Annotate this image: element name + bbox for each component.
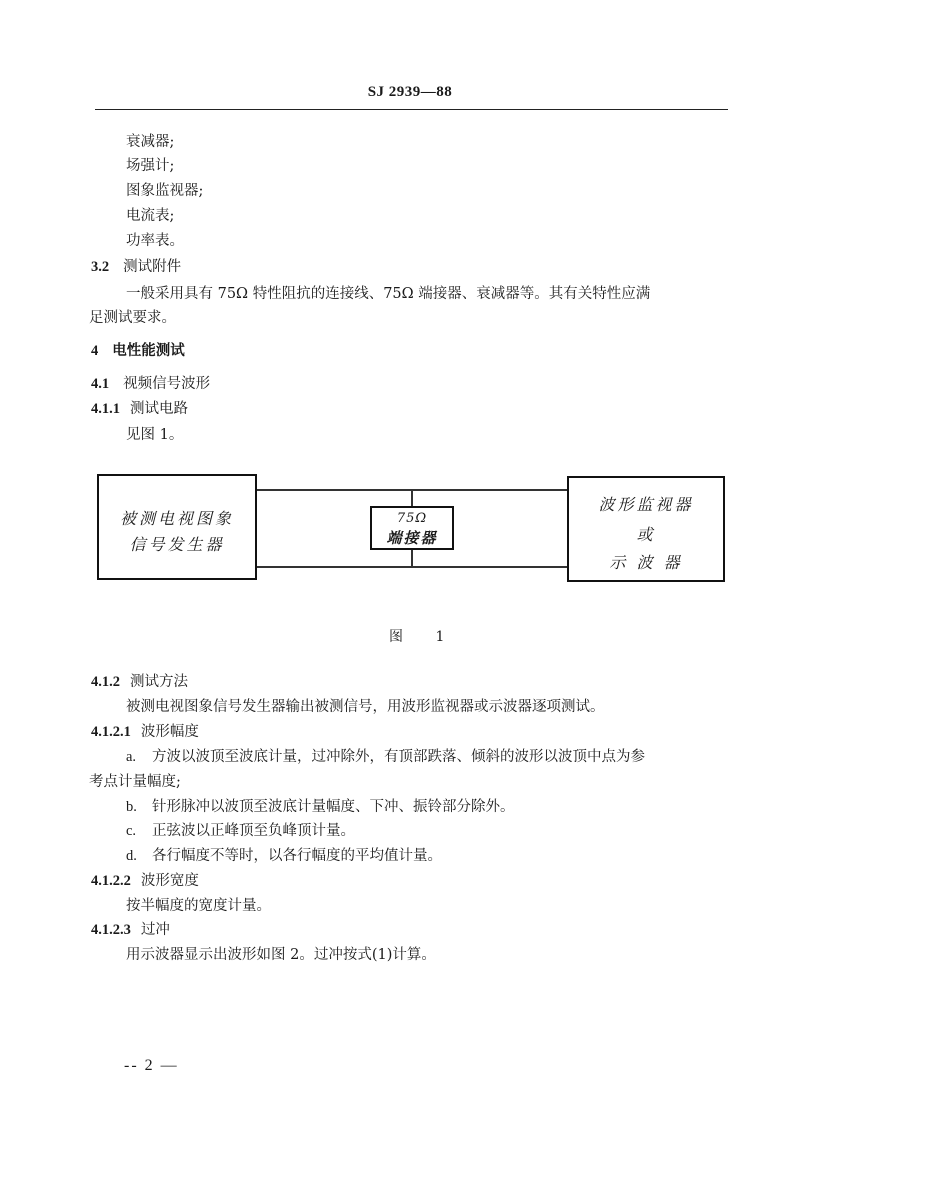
- paragraph-line: 一般采用具有 75Ω 特性阻抗的连接线、75Ω 端接器、衰减器等。其有关特性应满: [126, 286, 651, 302]
- waveform-monitor-box: [567, 476, 725, 582]
- box-label: 75Ω: [396, 511, 428, 526]
- list-item: 衰减器;: [126, 134, 175, 150]
- paragraph-line: 用示波器显示出波形如图 2。过冲按式(1)计算。: [126, 947, 436, 963]
- list-label: a.: [126, 749, 137, 765]
- terminator-top-lead: [411, 489, 413, 507]
- signal-generator-box: [97, 474, 257, 580]
- list-item: [126, 847, 442, 865]
- paragraph-line: 考点计量幅度;: [89, 774, 181, 790]
- box-label: 信号发生器: [129, 535, 225, 554]
- list-label: d.: [126, 848, 137, 864]
- box-label: 或: [636, 525, 656, 544]
- section-title: 波形幅度: [140, 724, 199, 740]
- section-number: 4.1.2.1: [91, 724, 131, 740]
- section-number: 4.1.2.2: [91, 873, 131, 889]
- list-text: 方波以波顶至波底计量，过冲除外，有顶部跌落、倾斜的波形以波顶中点为参: [152, 749, 645, 765]
- section-title: 波形宽度: [140, 873, 199, 889]
- box-label: 端接器: [386, 529, 438, 547]
- section-heading-3-2: [91, 258, 181, 276]
- paragraph-line: 被测电视图象信号发生器输出被测信号，用波形监视器或示波器逐项测试。: [126, 699, 605, 715]
- section-number: 4.1.2: [91, 674, 120, 690]
- section-heading-4-1-2-2: [91, 872, 199, 890]
- box-label: 示 波 器: [609, 553, 683, 572]
- section-number: 3.2: [91, 259, 110, 275]
- list-label: c.: [126, 823, 137, 839]
- section-number: 4.1: [91, 376, 110, 392]
- section-heading-4-1-2: [91, 673, 188, 691]
- list-item: [126, 798, 515, 816]
- paragraph-line: 按半幅度的宽度计量。: [126, 898, 271, 914]
- section-title: 测试电路: [130, 401, 188, 417]
- list-item: 场强计;: [126, 158, 175, 174]
- section-heading-4-1-2-3: [91, 921, 170, 939]
- header-rule: [95, 109, 728, 110]
- figure-caption: 图 1: [389, 629, 459, 645]
- list-item: 图象监视器;: [126, 183, 204, 199]
- terminator-box: [370, 506, 454, 550]
- section-title: 测试方法: [130, 674, 188, 690]
- paragraph-line: 见图 1。: [126, 427, 184, 443]
- section-number: 4: [91, 343, 99, 359]
- section-heading-4-1-1: [91, 400, 188, 418]
- top-wire: [256, 489, 569, 491]
- section-heading-4: [91, 342, 185, 360]
- list-label: b.: [126, 799, 137, 815]
- section-title: 过冲: [140, 922, 170, 938]
- list-item: 功率表。: [126, 233, 184, 249]
- section-title: 视频信号波形: [123, 376, 211, 392]
- section-title: 测试附件: [123, 259, 182, 275]
- list-text: 各行幅度不等时，以各行幅度的平均值计量。: [152, 848, 442, 864]
- page-number: -- 2 —: [124, 1057, 179, 1074]
- list-item: [126, 748, 645, 766]
- section-number: 4.1.2.3: [91, 922, 131, 938]
- box-label: 被测电视图象: [119, 509, 234, 528]
- list-item: [126, 822, 355, 840]
- list-item: 电流表;: [126, 208, 175, 224]
- section-heading-4-1-2-1: [91, 723, 199, 741]
- box-label: 波形监视器: [598, 495, 694, 514]
- document-header: SJ 2939—88: [367, 84, 453, 100]
- terminator-bottom-lead: [411, 549, 413, 567]
- list-text: 正弦波以正峰顶至负峰顶计量。: [152, 823, 355, 839]
- bottom-wire: [256, 566, 569, 568]
- section-title: 电性能测试: [112, 342, 185, 359]
- section-number: 4.1.1: [91, 401, 120, 417]
- list-text: 针形脉冲以波顶至波底计量幅度、下冲、振铃部分除外。: [152, 799, 515, 815]
- paragraph-line: 足测试要求。: [89, 310, 176, 326]
- section-heading-4-1: [91, 375, 210, 393]
